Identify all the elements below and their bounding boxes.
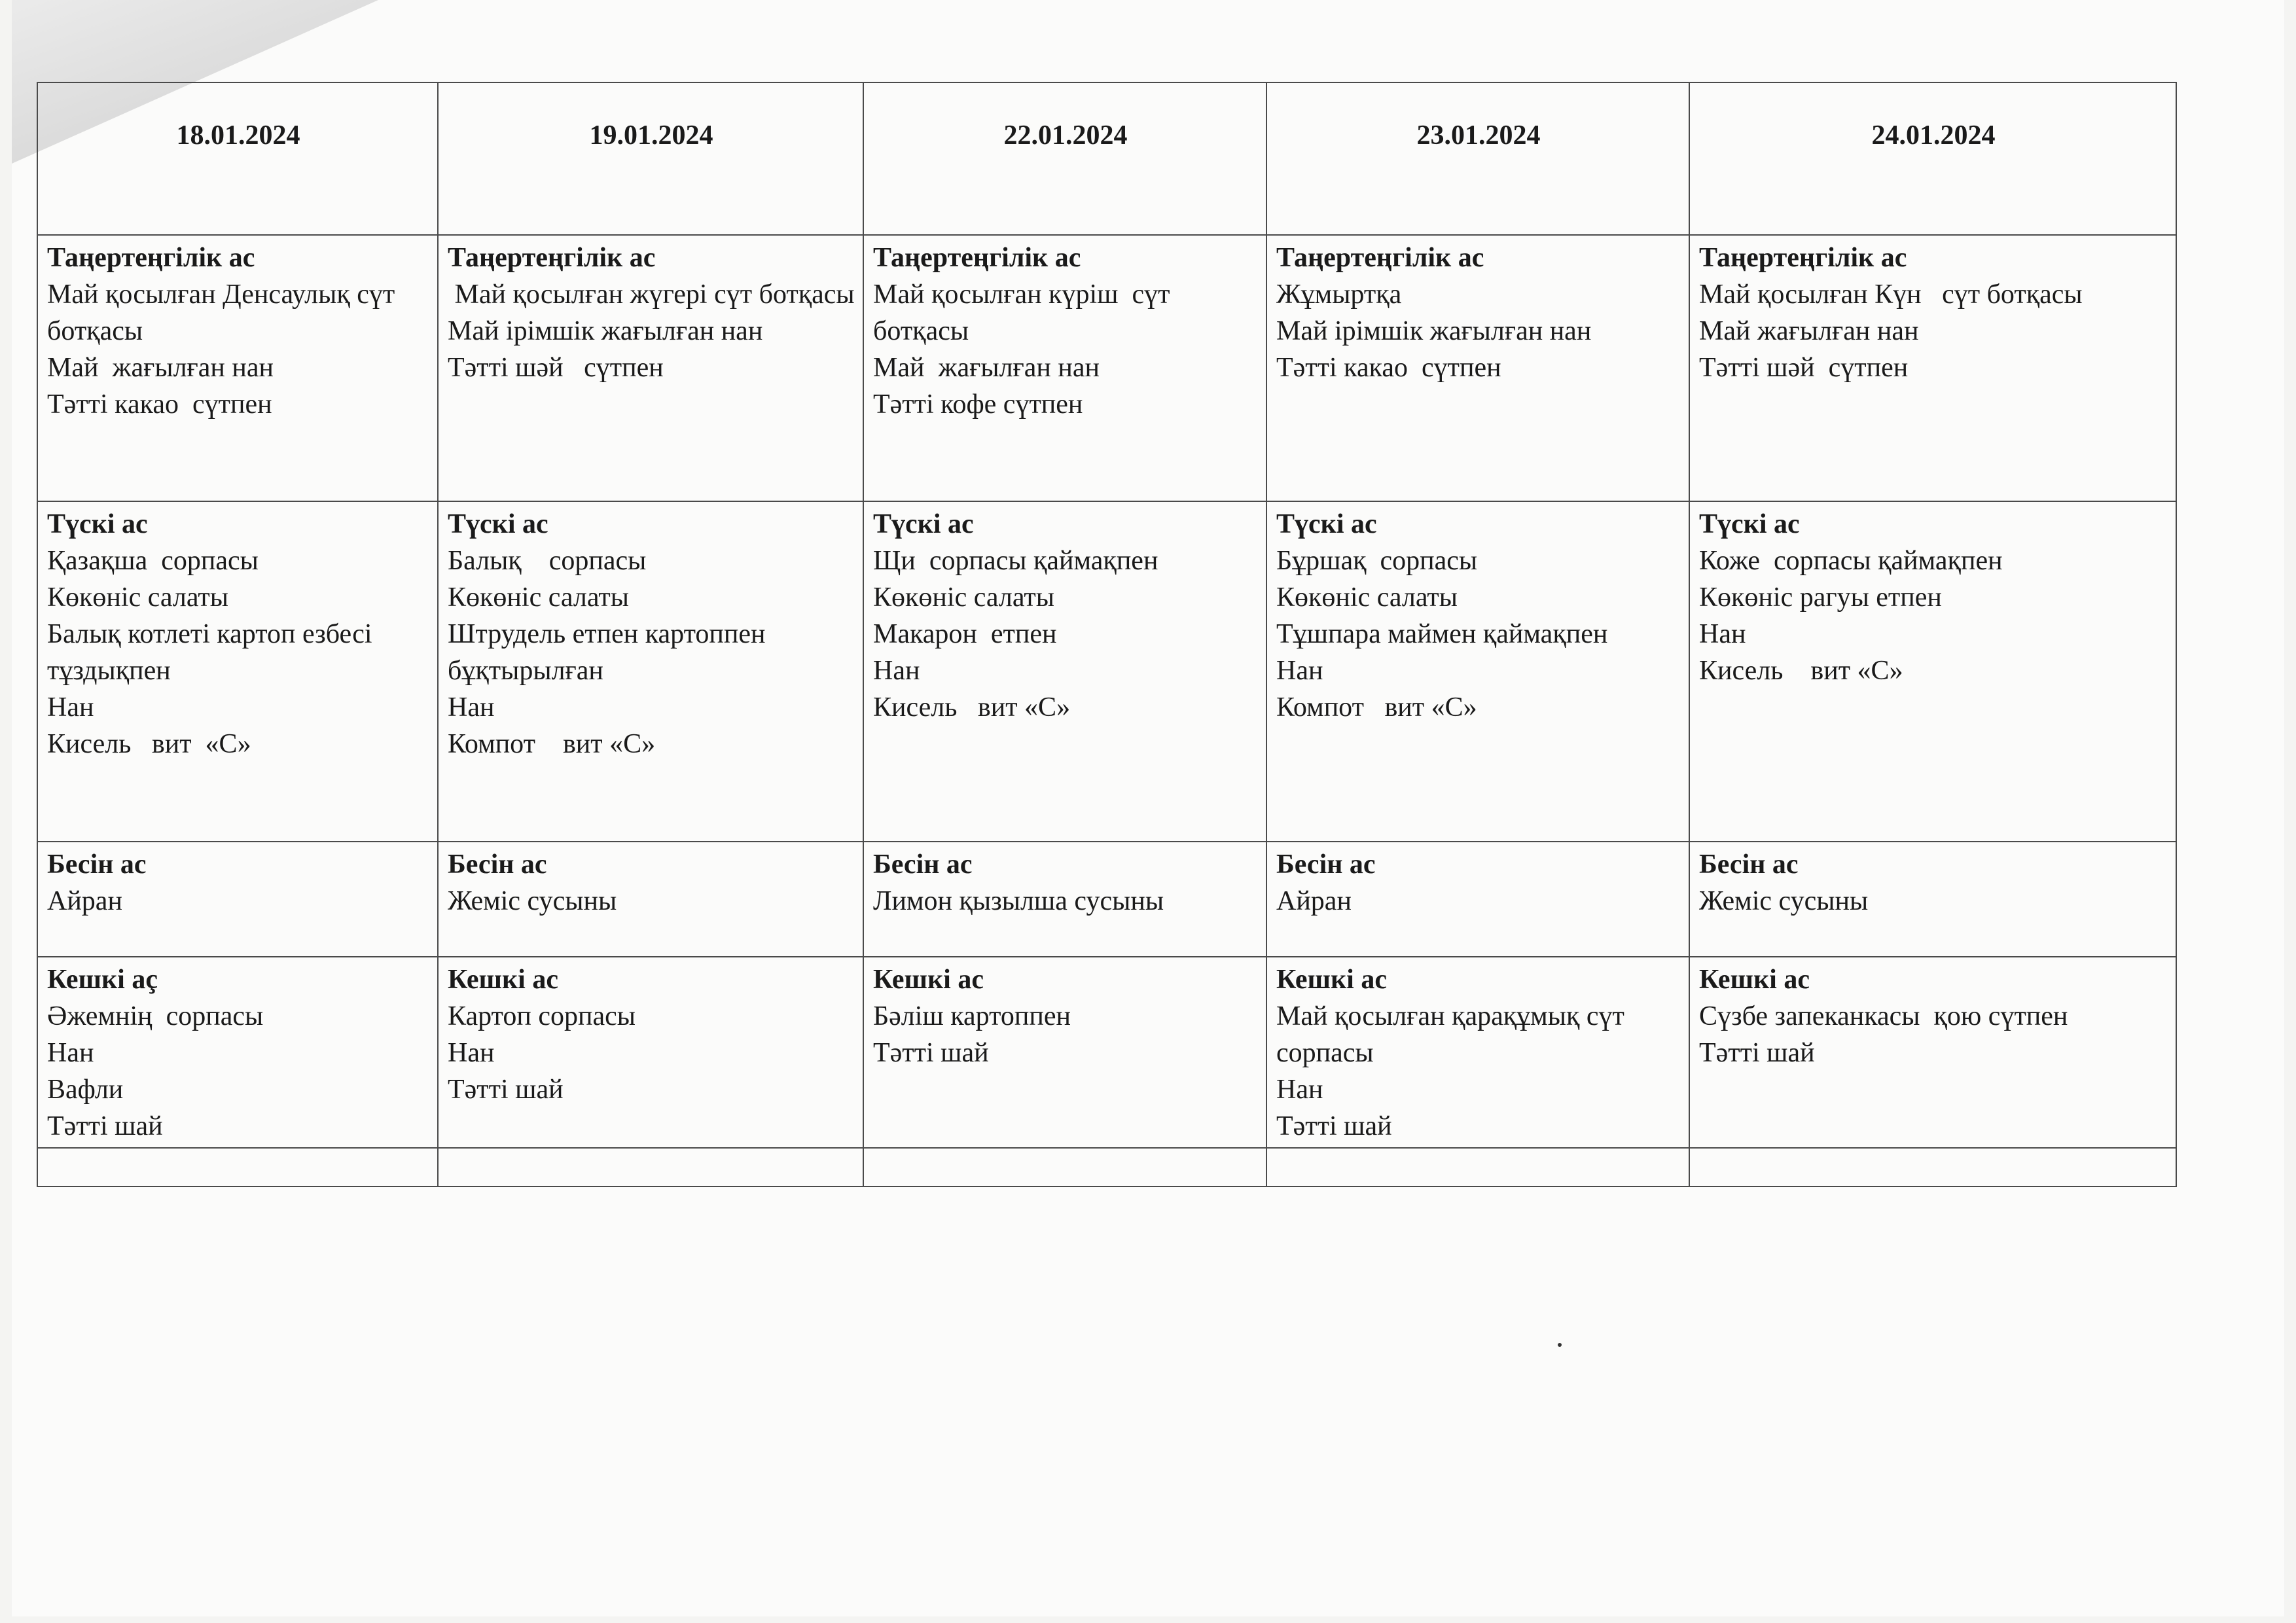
- meal-cell: [37, 501, 438, 842]
- meal-item: Тәтті шай: [47, 1111, 163, 1141]
- meal-item: Щи сорпасы қаймақпен: [873, 546, 1158, 576]
- meal-cell: [1266, 957, 1689, 1148]
- meal-item: Көкөніс салаты: [873, 582, 1054, 613]
- meal-item: Айран: [47, 886, 122, 916]
- date-header-cell: [1689, 82, 2176, 235]
- meal-item: Тәтті шай: [1699, 1038, 1815, 1068]
- meal-item: Көкөніс рагуы етпен: [1699, 582, 1942, 613]
- date-header-cell: [863, 82, 1266, 235]
- meal-title: Таңертеңгілік ас: [47, 243, 255, 273]
- meal-cell: [1689, 235, 2176, 501]
- meal-item: Компот вит «С»: [1276, 692, 1477, 722]
- meal-title: Кешкі ас: [448, 965, 558, 995]
- meal-title: Түскі ас: [448, 509, 548, 539]
- meal-item: Көкөніс салаты: [47, 582, 228, 613]
- meal-item: Тұшпара маймен қаймақпен: [1276, 619, 1608, 649]
- meal-cell: [863, 235, 1266, 501]
- meal-cell: [863, 842, 1266, 957]
- breakfast-row: [37, 235, 2176, 501]
- meal-item: Май жағылған нан: [1699, 316, 1919, 346]
- meal-item: Штрудель етпен картоппен бұқтырылған: [448, 619, 772, 686]
- meal-item: Май қосылған Денсаулық сүт ботқасы: [47, 279, 402, 346]
- meal-item: Нан: [1699, 619, 1746, 649]
- meal-item: Көкөніс салаты: [1276, 582, 1458, 613]
- meal-item: Тәтті какао сүтпен: [1276, 353, 1501, 383]
- meal-item: Вафли: [47, 1075, 124, 1105]
- meal-item: Бәліш картоппен: [873, 1001, 1071, 1031]
- empty-cell: [863, 1148, 1266, 1186]
- meal-cell: [37, 842, 438, 957]
- meal-item: Балық сорпасы: [448, 546, 647, 576]
- meal-cell: [863, 957, 1266, 1148]
- ink-speck: [1558, 1343, 1562, 1347]
- meal-item: Тәтті шай: [873, 1038, 989, 1068]
- meal-item: Май ірімшік жағылған нан: [1276, 316, 1592, 346]
- meal-item: Балық котлеті картоп езбесі тұздықпен: [47, 619, 380, 686]
- meal-cell: [37, 957, 438, 1148]
- meal-item: Нан: [448, 1038, 495, 1068]
- meal-cell: [1266, 842, 1689, 957]
- meal-item: Макарон етпен: [873, 619, 1057, 649]
- meal-item: Май қосылған қарақұмық сүт сорпасы: [1276, 1001, 1632, 1068]
- meal-item: Лимон қызылша сусыны: [873, 886, 1164, 916]
- meal-item: Тәтті шәй сүтпен: [448, 353, 664, 383]
- meal-item: Қазақша сорпасы: [47, 546, 259, 576]
- meal-title: Түскі ас: [1699, 509, 1800, 539]
- meal-item: Кисель вит «С»: [1699, 656, 1903, 686]
- meal-item: Май жағылған нан: [47, 353, 274, 383]
- weekly-menu-table: [37, 82, 2177, 1187]
- date-label: 24.01.2024: [1871, 120, 1996, 151]
- meal-item: Компот вит «С»: [448, 729, 656, 759]
- meal-item: Коже сорпасы қаймақпен: [1699, 546, 2003, 576]
- meal-item: Нан: [47, 1038, 94, 1068]
- meal-cell: [1689, 842, 2176, 957]
- meal-item: Жұмыртқа: [1276, 279, 1402, 310]
- meal-cell: [438, 501, 863, 842]
- date-label: 19.01.2024: [589, 120, 713, 151]
- meal-title: Таңертеңгілік ас: [448, 243, 656, 273]
- empty-cell: [37, 1148, 438, 1186]
- meal-item: Май қосылған күріш сүт ботқасы: [873, 279, 1177, 346]
- meal-item: Нан: [47, 692, 94, 722]
- meal-item: Нан: [448, 692, 495, 722]
- date-header-cell: [37, 82, 438, 235]
- meal-item: Көкөніс салаты: [448, 582, 629, 613]
- meal-item: Кисель вит «С»: [873, 692, 1071, 722]
- dinner-row: [37, 957, 2176, 1148]
- meal-cell: [438, 235, 863, 501]
- meal-title: Кешкі ас: [873, 965, 984, 995]
- meal-title: Кешкі аç: [47, 965, 158, 995]
- meal-cell: [863, 501, 1266, 842]
- meal-cell: [1689, 957, 2176, 1148]
- date-label: 18.01.2024: [176, 120, 300, 151]
- empty-row: [37, 1148, 2176, 1186]
- meal-title: Түскі ас: [873, 509, 974, 539]
- meal-item: Тәтті шәй сүтпен: [1699, 353, 1909, 383]
- meal-cell: [1266, 235, 1689, 501]
- meal-item: Кисель вит «С»: [47, 729, 251, 759]
- meal-item: Нан: [873, 656, 920, 686]
- meal-item: Тәтті шай: [448, 1075, 564, 1105]
- meal-cell: [1266, 501, 1689, 842]
- meal-item: Жеміс сусыны: [448, 886, 617, 916]
- meal-cell: [1689, 501, 2176, 842]
- meal-title: Таңертеңгілік ас: [1699, 243, 1907, 273]
- meal-title: Бесін ас: [47, 849, 147, 880]
- meal-item: Май жағылған нан: [873, 353, 1100, 383]
- meal-item: Май қосылған Күн сүт ботқасы: [1699, 279, 2083, 310]
- meal-cell: [438, 842, 863, 957]
- date-label: 23.01.2024: [1416, 120, 1541, 151]
- date-header-cell: [438, 82, 863, 235]
- meal-title: Таңертеңгілік ас: [1276, 243, 1484, 273]
- meal-item: Картоп сорпасы: [448, 1001, 636, 1031]
- meal-title: Кешкі ас: [1699, 965, 1810, 995]
- meal-item: Тәтті какао сүтпен: [47, 389, 272, 419]
- meal-item: Әжемнің сорпасы: [47, 1001, 264, 1031]
- meal-item: Тәтті шай: [1276, 1111, 1392, 1141]
- meal-item: Айран: [1276, 886, 1352, 916]
- meal-item: Сүзбе запеканкасы қою сүтпен: [1699, 1001, 2068, 1031]
- meal-title: Түскі ас: [1276, 509, 1377, 539]
- meal-item: Май ірімшік жағылған нан: [448, 316, 763, 346]
- meal-title: Кешкі ас: [1276, 965, 1387, 995]
- date-label: 22.01.2024: [1003, 120, 1128, 151]
- meal-title: Түскі ас: [47, 509, 148, 539]
- empty-cell: [1689, 1148, 2176, 1186]
- meal-title: Бесін ас: [1699, 849, 1799, 880]
- meal-title: Бесін ас: [1276, 849, 1376, 880]
- meal-cell: [37, 235, 438, 501]
- lunch-row: [37, 501, 2176, 842]
- meal-item: Тәтті кофе сүтпен: [873, 389, 1083, 419]
- meal-item: Бұршақ сорпасы: [1276, 546, 1478, 576]
- meal-item: Май қосылған жүгері сүт ботқасы: [448, 279, 855, 310]
- meal-item: Жеміс сусыны: [1699, 886, 1869, 916]
- meal-cell: [438, 957, 863, 1148]
- meal-item: Нан: [1276, 656, 1323, 686]
- date-header-row: [37, 82, 2176, 235]
- snack-row: [37, 842, 2176, 957]
- empty-cell: [1266, 1148, 1689, 1186]
- meal-title: Бесін ас: [873, 849, 973, 880]
- date-header-cell: [1266, 82, 1689, 235]
- meal-title: Таңертеңгілік ас: [873, 243, 1081, 273]
- meal-title: Бесін ас: [448, 849, 547, 880]
- meal-item: Нан: [1276, 1075, 1323, 1105]
- empty-cell: [438, 1148, 863, 1186]
